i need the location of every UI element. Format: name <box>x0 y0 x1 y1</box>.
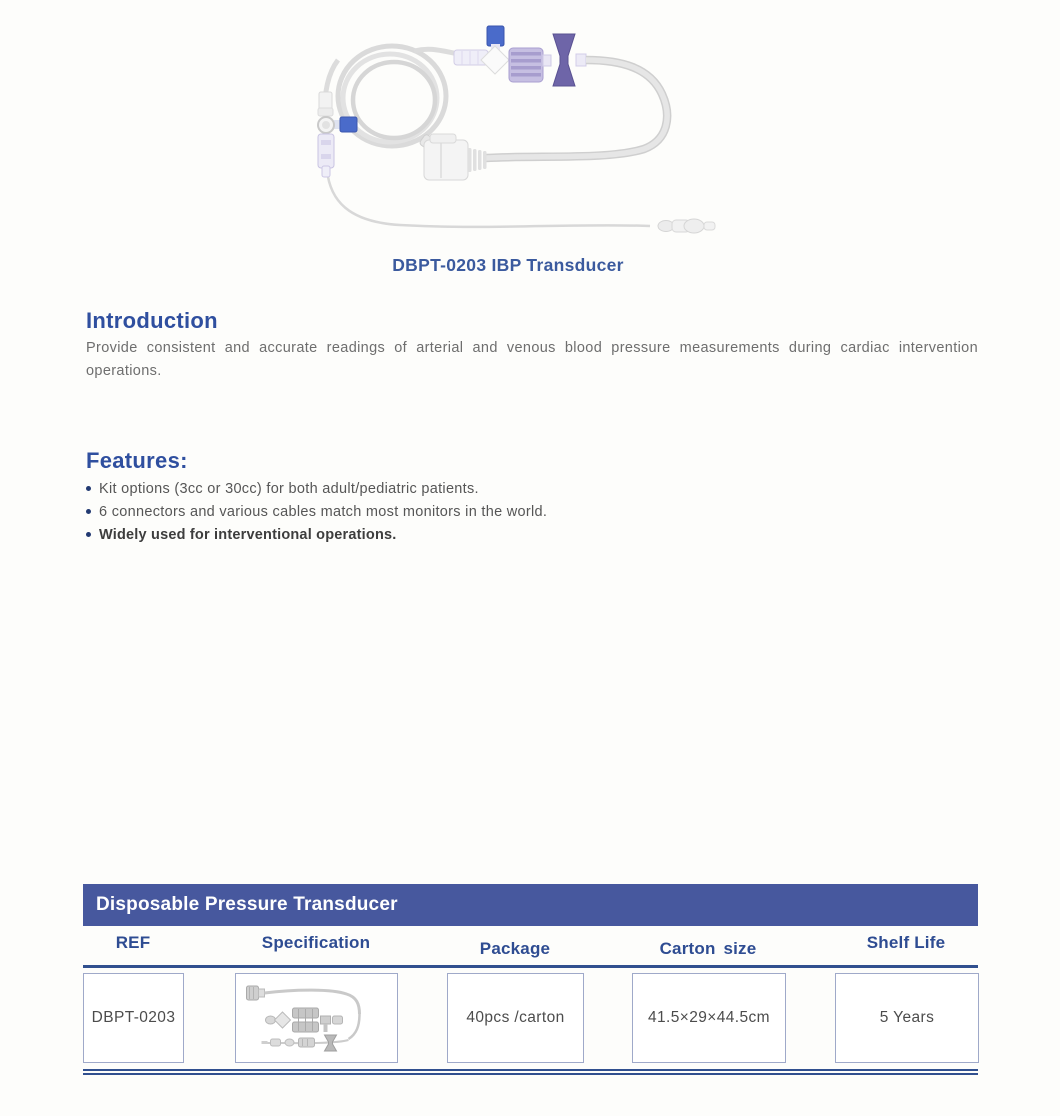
column-header-shelf-life: Shelf Life <box>866 933 946 952</box>
cell-carton-size: 41.5×29×44.5cm <box>632 973 786 1063</box>
product-caption: DBPT-0203 IBP Transducer <box>392 255 624 275</box>
specification-thumbnail-image <box>236 974 397 1062</box>
column-header-carton-size: Carton size <box>659 939 757 958</box>
transducer-assembly <box>454 26 586 86</box>
feature-item <box>86 500 786 523</box>
table-bottom-double-rule <box>83 1069 978 1075</box>
bullet-icon <box>86 486 91 491</box>
table-title-bar <box>83 884 978 926</box>
cell-ref: DBPT-0203 <box>83 973 184 1063</box>
ibp-transducer-photo-illustration <box>278 8 748 243</box>
introduction-heading: Introduction <box>86 308 218 333</box>
features-heading: Features: <box>86 448 188 473</box>
introduction-text-line2: operations. <box>86 363 162 379</box>
bullet-icon <box>86 509 91 514</box>
column-header-package: Package <box>479 939 551 958</box>
cell-package: 40pcs /carton <box>447 973 584 1063</box>
feature-text: Kit options (3cc or 30cc) for both adult/pediatric patients. <box>99 480 479 497</box>
feature-text: 6 connectors and various cables match most monitors in the world. <box>99 503 548 520</box>
column-header-ref: REF <box>115 933 151 952</box>
product-photo <box>278 8 748 243</box>
feature-item <box>86 477 786 500</box>
cell-specification <box>235 973 398 1063</box>
specification-table <box>83 884 978 1079</box>
features-list <box>86 477 786 546</box>
monitor-cable-connector <box>424 134 487 180</box>
bullet-icon <box>86 532 91 537</box>
feature-text: Widely used for interventional operations. <box>99 526 397 543</box>
feature-item <box>86 523 786 546</box>
distal-luer-connector <box>658 219 715 233</box>
column-header-specification: Specification <box>261 933 371 952</box>
header-divider-rule <box>83 965 978 968</box>
cell-shelf-life: 5 Years <box>835 973 979 1063</box>
table-title: Disposable Pressure Transducer <box>96 894 398 915</box>
introduction-text-line1: Provide consistent and accurate readings of arterial and venous blood pressure measurements during cardiac intervention <box>86 340 978 356</box>
